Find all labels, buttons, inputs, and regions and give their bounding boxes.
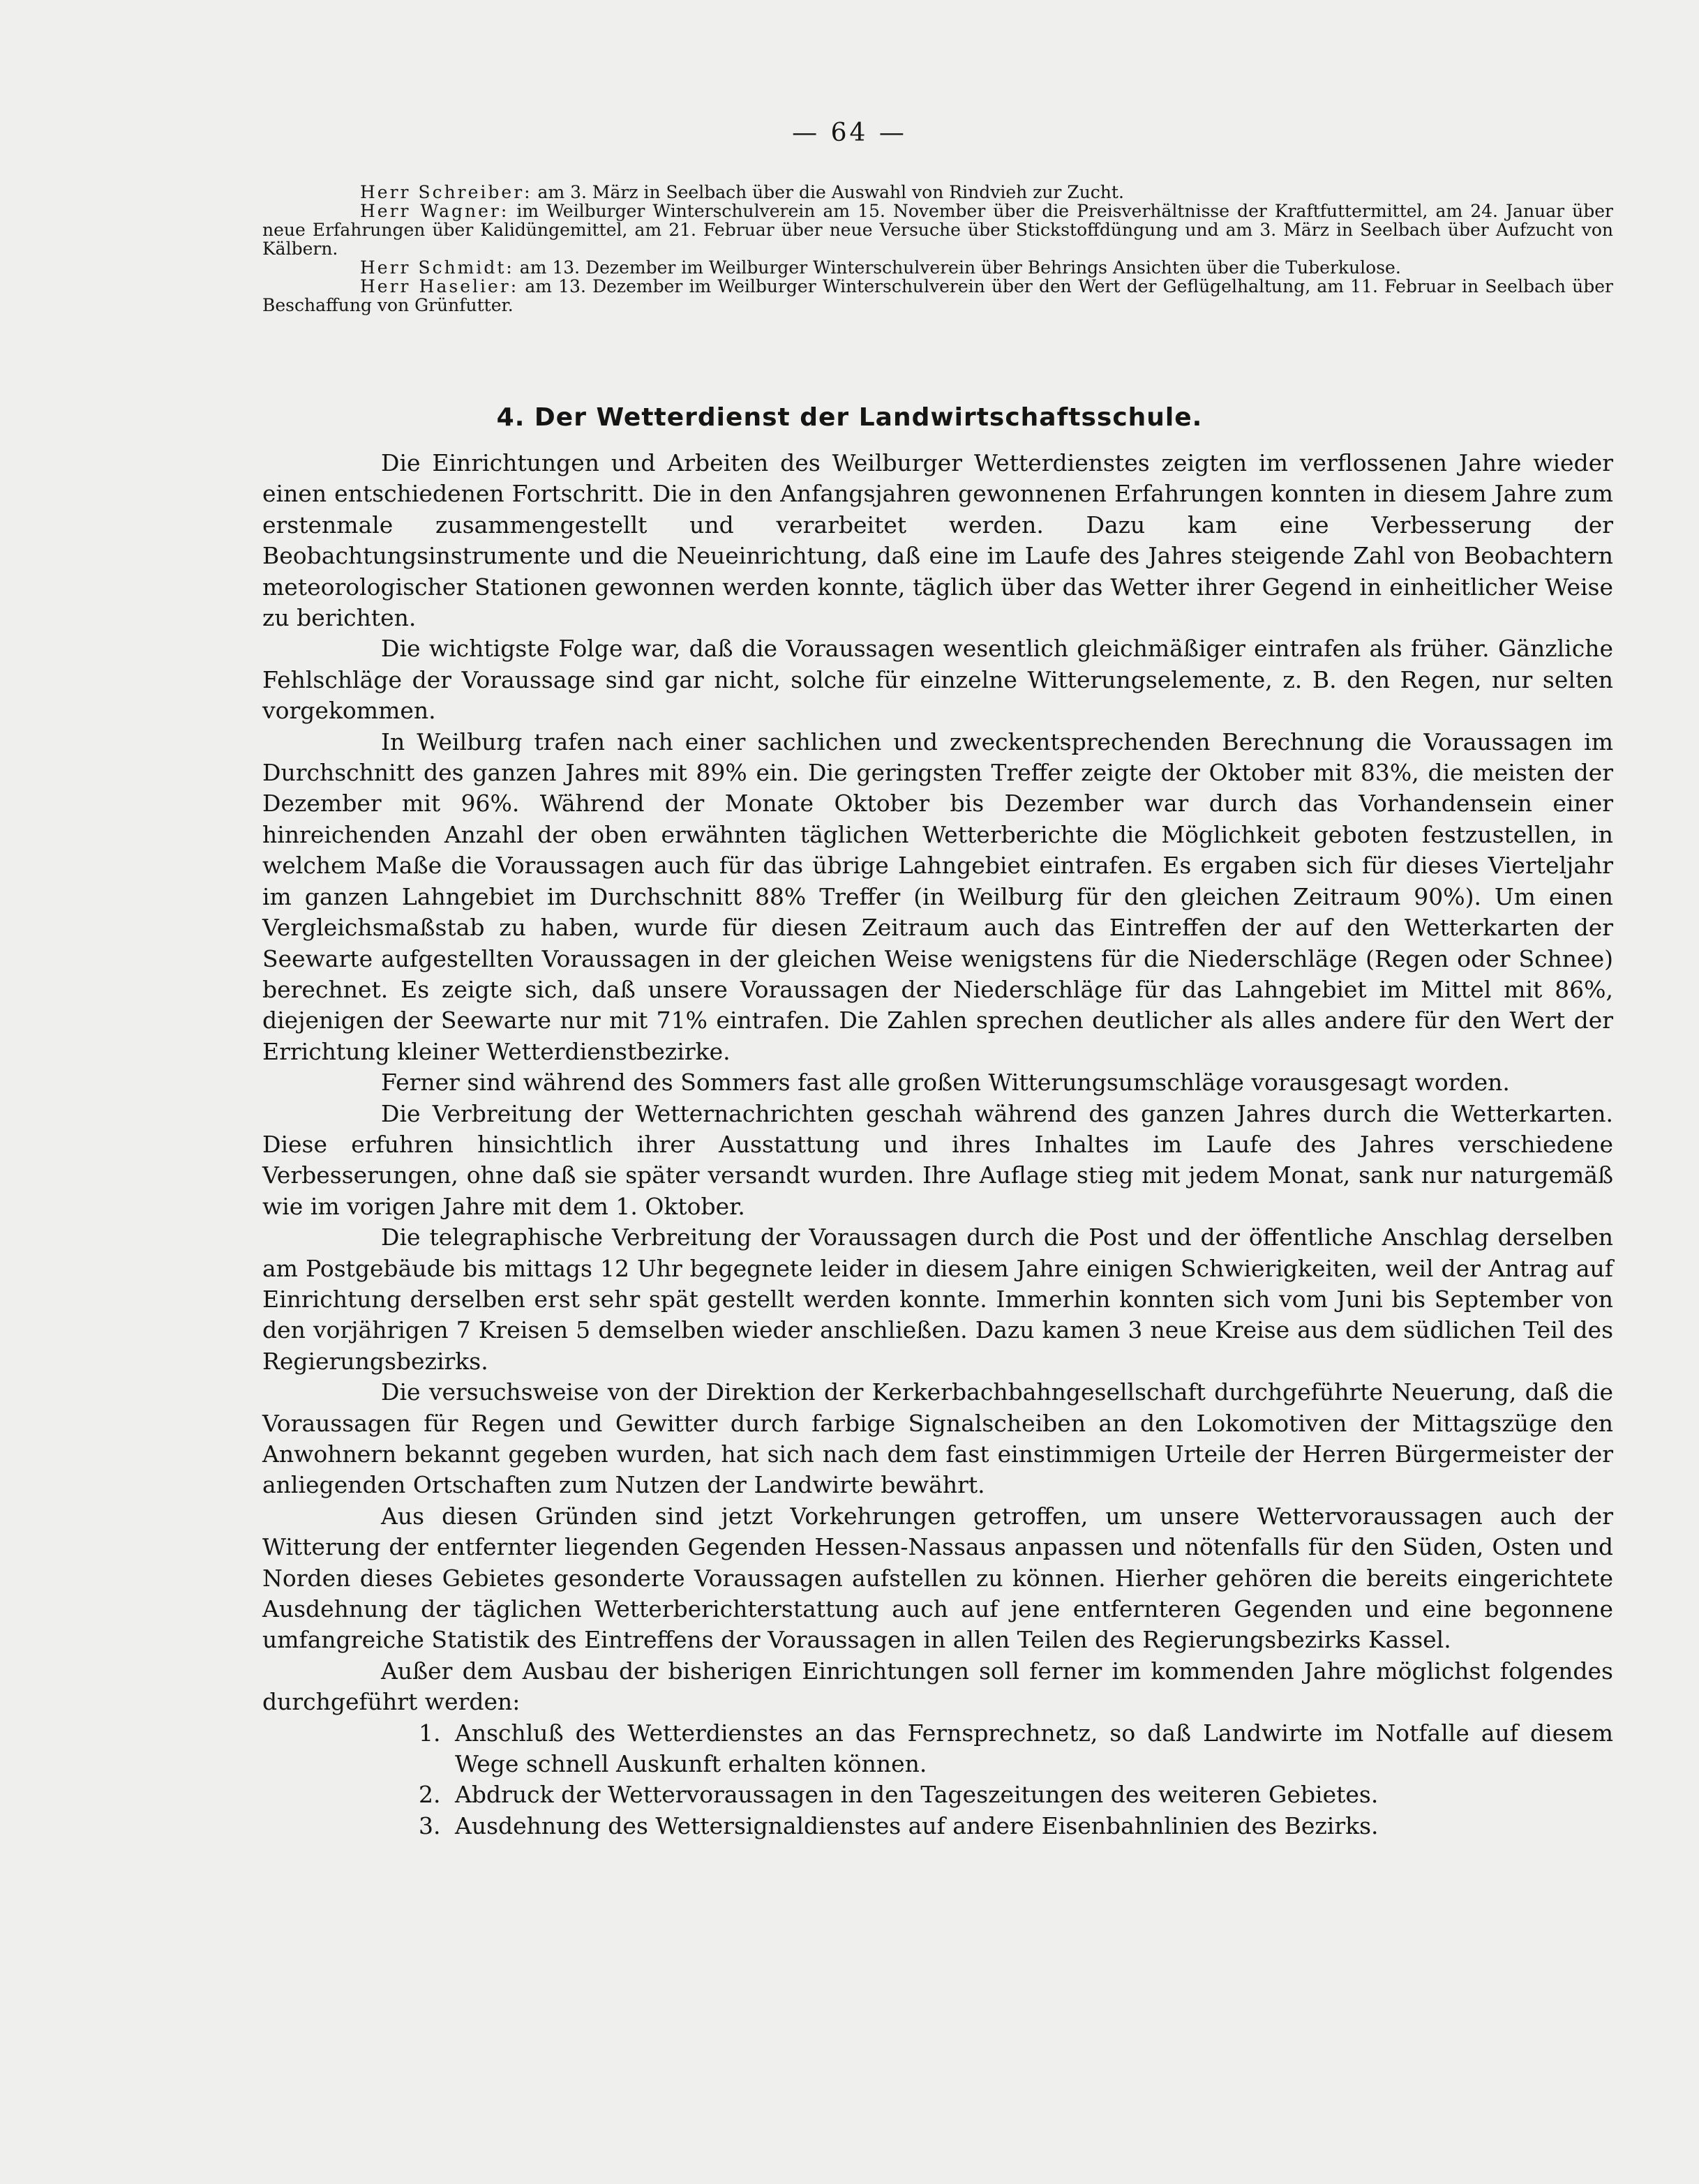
lecture-text: am 13. Dezember im Weilburger Winterschulverein über den Wert der Geflügelhaltung, am 11. Februar in Seelbach über Beschaffung von Grünfutter. [262, 276, 1613, 315]
paragraph: In Weilburg trafen nach einer sachlichen und zweckentsprechenden Berechnung die Voraussagen im Durchschnitt des ganzen Jahres mit 89% ein. Die geringsten Treffer zeigte der Oktober mit 83%, die meisten der Dezember mit 96%. Während der Monate Oktober bis Dezember war durch das Vorhandensein einer hinreichenden Anzahl der oben erwähnten täglichen Wetterberichte die Möglichkeit geboten festzustellen, in welchem Maße die Voraussagen auch für das übrige Lahngebiet eintrafen. Es ergaben sich für dieses Vierteljahr im ganzen Lahngebiet im Durchschnitt 88% Treffer (in Weilburg für den gleichen Zeitraum 90%). Um einen Vergleichsmaßstab zu haben, wurde für diesen Zeitraum auch das Eintreffen der auf den Wetterkarten der Seewarte aufgestellten Voraussagen in der gleichen Weise wenigstens für die Niederschläge (Regen oder Schnee) berechnet. Es zeigte sich, daß unsere Voraussagen der Niederschläge für das Lahngebiet im Mittel mit 86%, diejenigen der Seewarte nur mit 71% eintrafen. Die Zahlen sprechen deutlicher als alles andere für den Wert der Errichtung kleiner Wetterdienstbezirke. [262, 728, 1613, 1065]
plan-number: 2. [419, 1781, 441, 1809]
paragraph: Die Verbreitung der Wetternachrichten geschah während des ganzen Jahres durch die Wetterkarten. Diese erfuhren hinsichtlich ihrer Ausstattung und ihres Inhaltes im Laufe des Jahres verschiedene Verbesserungen, ohne daß sie später versandt wurden. Ihre Auflage stieg mit jedem Monat, sank nur naturgemäß wie im vorigen Jahre mit dem 1. Oktober. [262, 1099, 1613, 1220]
plan-number: 3. [419, 1812, 441, 1839]
plan-list [262, 1718, 1613, 1842]
paragraph: Außer dem Ausbau der bisherigen Einrichtungen soll ferner im kommenden Jahre möglichst folgendes durchgeführt werden: [262, 1657, 1613, 1716]
lecture-list [262, 183, 1613, 315]
lecture-speaker: Herr Schreiber: [360, 182, 532, 202]
plan-text: Anschluß des Wetterdienstes an das Fernsprechnetz, so daß Landwirte im Notfalle auf diesem Wege schnell Auskunft erhalten können. [455, 1719, 1613, 1778]
lecture-entry [262, 183, 1613, 202]
paragraph: Aus diesen Gründen sind jetzt Vorkehrungen getroffen, um unsere Wettervoraussagen auch der Witterung der entfernter liegenden Gegenden Hessen-Nassaus anpassen und nötenfalls für den Süden, Osten und Norden dieses Gebietes gesonderte Voraussagen aufstellen zu können. Hierher gehören die bereits eingerichtete Ausdehnung der täglichen Wetterberichterstattung auch auf jene entfernteren Gegenden und eine begonnene umfangreiche Statistik des Eintreffens der Voraussagen in allen Teilen des Regierungsbezirks Kassel. [262, 1502, 1613, 1654]
page-number: — 64 — [792, 119, 907, 147]
plan-item [419, 1718, 1613, 1780]
paragraph: Ferner sind während des Sommers fast alle großen Witterungsumschläge vorausgesagt worden. [381, 1069, 1510, 1097]
lecture-text: am 13. Dezember im Weilburger Winterschulverein über Behrings Ansichten über die Tuberkulose. [514, 257, 1401, 278]
lecture-speaker: Herr Haselier: [360, 276, 519, 296]
plan-item [419, 1811, 1613, 1842]
section-body [262, 448, 1613, 1842]
plan-item [419, 1779, 1613, 1810]
paragraph: Die versuchsweise von der Direktion der Kerkerbachbahngesellschaft durchgeführte Neuerung, daß die Voraussagen für Regen und Gewitter durch farbige Signalscheiben an den Lokomotiven der Mittagszüge den Anwohnern bekannt gegeben wurden, hat sich nach dem fast einstimmigen Urteile der Herren Bürgermeister der anliegenden Ortschaften zum Nutzen der Landwirte bewährt. [262, 1378, 1613, 1499]
lecture-speaker: Herr Wagner: [360, 201, 509, 221]
lecture-text: im Weilburger Winterschulverein am 15. November über die Preisverhältnisse der Kraftfuttermittel, am 24. Januar über neue Erfahrungen über Kalidüngemittel, am 21. Februar über neue Versuche über Stickstoffdüngung und am 3. März in Seelbach über Aufzucht von Kälbern. [262, 201, 1613, 259]
lecture-entry [262, 202, 1613, 258]
paragraph: Die telegraphische Verbreitung der Voraussagen durch die Post und der öffentliche Anschlag derselben am Postgebäude bis mittags 12 Uhr begegnete leider in diesem Jahre einigen Schwierigkeiten, weil der Antrag auf Einrichtung derselben erst sehr spät gestellt werden konnte. Immerhin konnten sich vom Juni bis September von den vorjährigen 7 Kreisen 5 demselben wieder anschließen. Dazu kamen 3 neue Kreise aus dem südlichen Teil des Regierungsbezirks. [262, 1223, 1613, 1375]
section-heading: 4. Der Wetterdienst der Landwirtschaftsschule. [496, 403, 1203, 432]
plan-text: Ausdehnung des Wettersignaldienstes auf andere Eisenbahnlinien des Bezirks. [455, 1812, 1379, 1839]
lecture-text: am 3. März in Seelbach über die Auswahl von Rindvieh zur Zucht. [532, 182, 1124, 202]
lecture-entry [262, 277, 1613, 315]
lecture-entry [262, 258, 1613, 277]
lecture-speaker: Herr Schmidt: [360, 257, 514, 278]
paragraph: Die wichtigste Folge war, daß die Voraussagen wesentlich gleichmäßiger eintrafen als früher. Gänzliche Fehlschläge der Voraussage sind gar nicht, solche für einzelne Witterungselemente, z. B. den Regen, nur selten vorgekommen. [262, 635, 1613, 725]
plan-number: 1. [419, 1719, 441, 1747]
plan-text: Abdruck der Wettervoraussagen in den Tageszeitungen des weiteren Gebietes. [455, 1781, 1379, 1809]
paragraph: Die Einrichtungen und Arbeiten des Weilburger Wetterdienstes zeigten im verflossenen Jahre wieder einen entschiedenen Fortschritt. Die in den Anfangsjahren gewonnenen Erfahrungen konnten in diesem Jahre zum erstenmale zusammengestellt und verarbeitet werden. Dazu kam eine Verbesserung der Beobachtungsinstrumente und die Neueinrichtung, daß eine im Laufe des Jahres steigende Zahl von Beobachtern meteorologischer Stationen gewonnen werden konnte, täglich über das Wetter ihrer Gegend in einheitlicher Weise zu berichten. [262, 449, 1613, 632]
